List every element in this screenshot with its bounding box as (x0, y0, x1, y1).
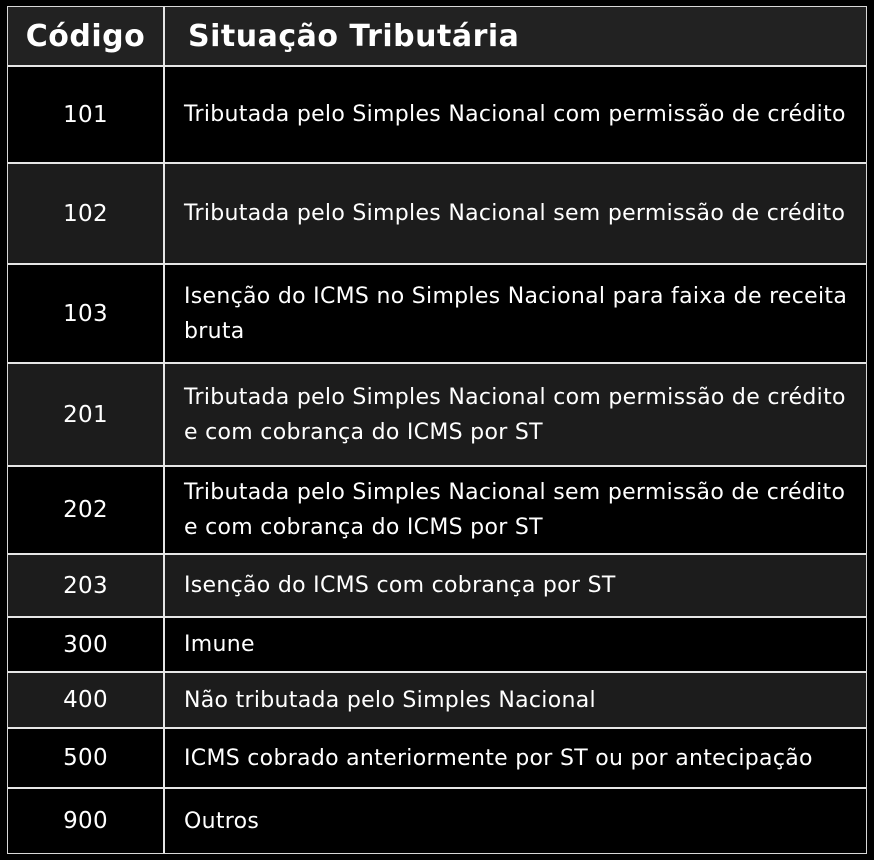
row-description: Isenção do ICMS no Simples Nacional para faixa de receita bruta (184, 283, 848, 344)
tax-situation-table (7, 6, 867, 854)
row-code: 400 (8, 673, 165, 727)
row-code: 103 (8, 265, 165, 362)
row-description: ICMS cobrado anteriormente por ST ou por antecipação (184, 745, 813, 771)
row-code: 500 (8, 729, 165, 787)
header-code: Código (8, 7, 165, 65)
table-row (8, 618, 866, 673)
row-description: Isenção do ICMS com cobrança por ST (184, 573, 616, 598)
row-code: 201 (8, 364, 165, 465)
row-code: 203 (8, 555, 165, 616)
table-row (8, 265, 866, 364)
table-row (8, 467, 866, 555)
header-situation: Situação Tributária (188, 18, 520, 54)
table-row (8, 673, 866, 729)
row-description: Tributada pelo Simples Nacional sem permissão de crédito e com cobrança do ICMS por ST (184, 480, 846, 540)
table-row (8, 67, 866, 164)
row-description: Tributada pelo Simples Nacional sem permissão de crédito (184, 201, 846, 226)
row-description: Tributada pelo Simples Nacional com permissão de crédito (184, 102, 846, 127)
table-header-row (8, 7, 866, 67)
row-description: Outros (184, 808, 260, 834)
row-description: Tributada pelo Simples Nacional com permissão de crédito e com cobrança do ICMS por ST (184, 384, 846, 445)
row-code: 101 (8, 67, 165, 162)
row-code: 900 (8, 789, 165, 853)
table-row (8, 555, 866, 618)
table-row (8, 364, 866, 467)
row-description: Não tributada pelo Simples Nacional (184, 687, 596, 713)
table-row (8, 164, 866, 265)
row-description: Imune (184, 632, 255, 657)
row-code: 300 (8, 618, 165, 671)
row-code: 202 (8, 467, 165, 553)
table-row (8, 789, 866, 853)
row-code: 102 (8, 164, 165, 263)
table-row (8, 729, 866, 789)
